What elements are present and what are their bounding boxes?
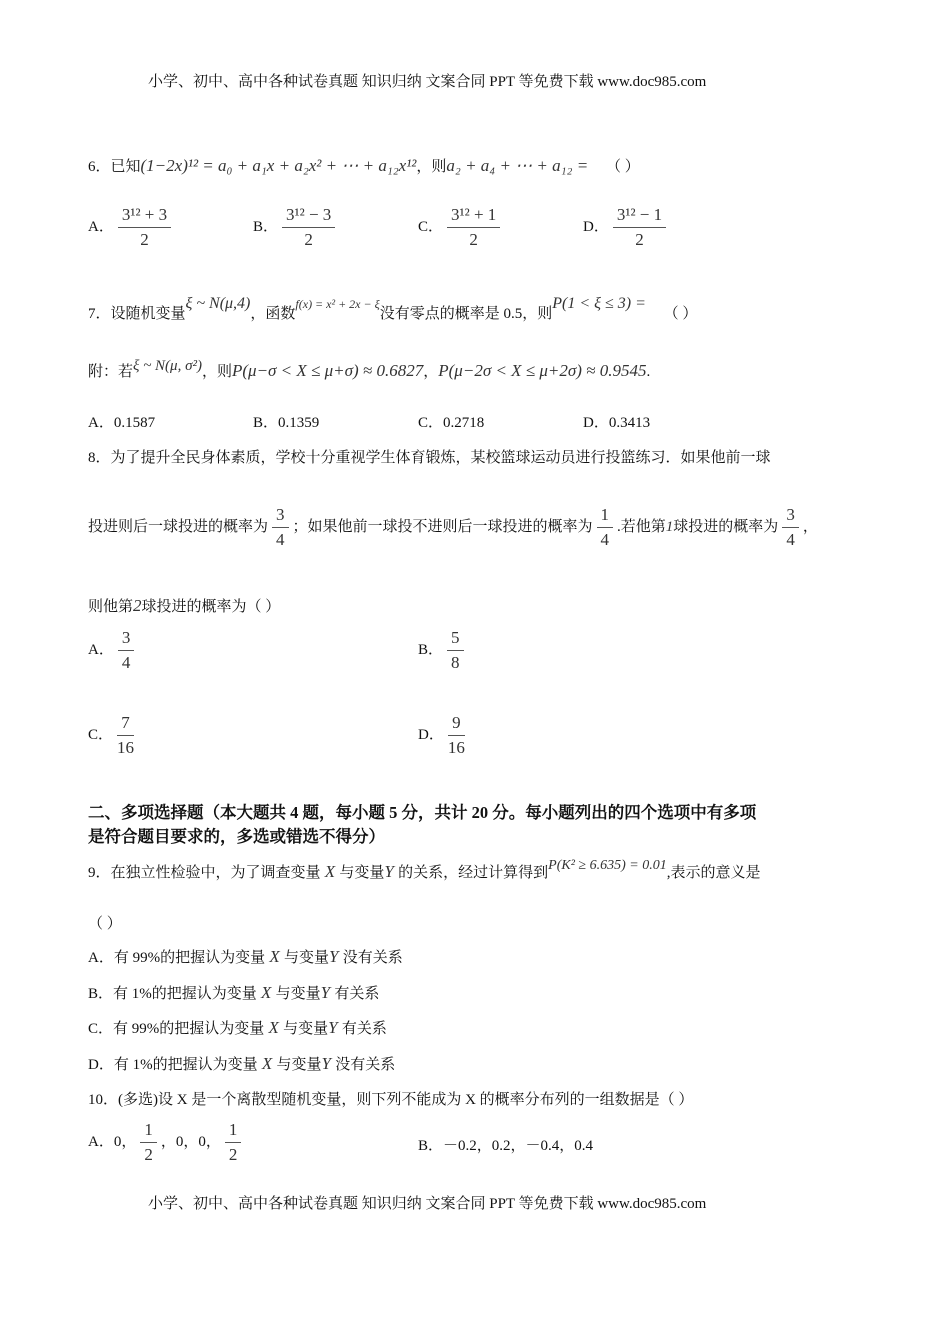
answer-blank: （ ）: [663, 306, 698, 322]
var-x: X: [269, 947, 280, 966]
var-y: Y: [329, 947, 339, 966]
page-header: 小学、初中、高中各种试卷真题 知识归纳 文案合同 PPT 等免费下载 www.doc985.com: [148, 74, 707, 90]
option-text: 与变量: [275, 986, 321, 1002]
q7-target: P(1 < ξ ≤ 3) =: [552, 295, 646, 312]
question-9: [88, 858, 761, 882]
note-formula: P(μ−2σ < X ≤ μ+2σ) ≈ 0.9545: [438, 361, 647, 380]
option-text: B．有 1%的把握认为变量: [88, 986, 257, 1002]
fraction: [118, 205, 171, 250]
q7-note: [88, 360, 650, 381]
section-heading: 二、多项选择题（本大题共 4 题，每小题 5 分，共计 20 分。每小题列出的四个选项中有多项: [88, 803, 757, 822]
denominator: 2: [228, 1145, 238, 1164]
answer-blank: （ ）: [605, 159, 640, 175]
var-y: Y: [321, 1054, 331, 1073]
q9-option-b[interactable]: [88, 982, 379, 1003]
question-10: 10．(多选)设 X 是一个离散型随机变量，则下列不能成为 X 的概率分布列的一组数据是（ ）: [88, 1092, 694, 1108]
question-7: [88, 295, 698, 323]
option-label: A．: [88, 641, 114, 658]
q8-text: 球投进的概率为（ ）: [141, 599, 281, 615]
note-label: 附：若: [88, 364, 134, 380]
answer-blank: （ ）: [88, 916, 122, 932]
q9-option-d[interactable]: [88, 1053, 395, 1074]
denominator: 4: [600, 530, 610, 549]
q8-text: .若他第: [617, 518, 666, 535]
q9-option-c[interactable]: [88, 1017, 387, 1038]
q10-option-b[interactable]: B．－0.2，0.2，－0.4，0.4: [418, 1138, 594, 1154]
option-text: A．有 99%的把握认为变量: [88, 950, 266, 966]
option-text: ，0，0，: [160, 1133, 221, 1150]
q7-option-d[interactable]: D．0.3413: [583, 415, 651, 431]
q8-text: 球投进的概率为: [673, 518, 779, 535]
denominator: 2: [635, 230, 644, 249]
denominator: 16: [447, 738, 465, 757]
q6-option-a[interactable]: [88, 205, 253, 250]
option-label: A．: [88, 218, 114, 235]
denominator: 4: [786, 530, 795, 549]
note-formula: ξ ~ N(μ, σ²): [133, 358, 202, 374]
denominator: 4: [121, 653, 131, 672]
q7-text: ，函数: [250, 306, 296, 322]
fraction: [282, 205, 335, 250]
note-text: ，则: [201, 364, 232, 380]
q8-line-2: [88, 505, 818, 550]
var-x: X: [261, 983, 272, 1002]
fraction: [225, 1120, 242, 1165]
q8-option-c[interactable]: [88, 713, 138, 758]
q6-stem: 6．已知: [88, 159, 141, 175]
numerator: 1: [225, 1120, 242, 1143]
question-6: [88, 155, 640, 176]
numerator: 3¹² − 1: [613, 205, 666, 228]
denominator: 8: [451, 653, 460, 672]
q7-option-b[interactable]: B．0.1359: [253, 415, 320, 431]
fraction: [140, 1120, 157, 1165]
var-y: Y: [320, 983, 331, 1002]
q9-text: 的关系，经过计算得到: [398, 865, 549, 881]
option-text: 有关系: [341, 1021, 387, 1037]
q7-option-a[interactable]: A．0.1587: [88, 415, 156, 431]
q6-option-d[interactable]: [583, 205, 748, 250]
fraction: [117, 713, 134, 758]
q8-text: ，: [802, 518, 818, 535]
numerator: 3: [118, 628, 135, 651]
fraction: [613, 205, 666, 250]
q8-option-a[interactable]: [88, 628, 138, 673]
q8-option-d[interactable]: [418, 713, 469, 758]
q6-target: a₂ + a₄ + ⋯ + a₁₂ =: [446, 156, 589, 175]
q7-text: 没有零点的概率是 0.5，则: [379, 306, 553, 322]
option-label: C．: [88, 726, 114, 743]
option-text: A．0，: [88, 1133, 137, 1150]
option-text: 与变量: [276, 1057, 322, 1073]
q6-option-c[interactable]: [418, 205, 583, 250]
numerator: 3¹² − 3: [282, 205, 335, 228]
denominator: 2: [304, 230, 313, 249]
option-text: 与变量: [283, 950, 329, 966]
option-label: C．: [418, 218, 444, 235]
denominator: 2: [144, 1145, 153, 1164]
option-label: B．: [253, 218, 279, 235]
q10-option-a[interactable]: [88, 1120, 245, 1165]
option-text: C．有 99%的把握认为变量: [88, 1021, 265, 1037]
var-x: X: [261, 1054, 273, 1073]
q7-option-c[interactable]: C．0.2718: [418, 415, 485, 431]
option-label: B．: [418, 641, 444, 658]
note-text: ，: [423, 364, 439, 380]
q8-text: 投进则后一球投进的概率为: [88, 518, 269, 535]
q6-equation: (1−2x)¹² = a₀ + a₁x + a₂x² + ⋯ + a₁₂x¹²: [140, 156, 417, 175]
option-label: D．: [583, 218, 609, 235]
option-text: 没有关系: [335, 1057, 396, 1073]
denominator: 2: [140, 230, 149, 249]
numerator: 1: [597, 505, 614, 528]
q8-option-b[interactable]: [418, 628, 468, 673]
page-footer: 小学、初中、高中各种试卷真题 知识归纳 文案合同 PPT 等免费下载 www.doc985.com: [148, 1196, 707, 1212]
numerator: 3¹² + 1: [447, 205, 500, 228]
q7-distribution: ξ ~ N(μ,4): [185, 295, 251, 312]
q8-line-3: [88, 595, 280, 616]
option-label: D．: [418, 726, 444, 743]
q8-text: 则他第: [88, 599, 134, 615]
option-text: 没有关系: [342, 950, 403, 966]
q7-stem: 7．设随机变量: [88, 306, 186, 322]
q9-text: 与变量: [339, 865, 385, 881]
denominator: 4: [276, 530, 285, 549]
var-y: Y: [384, 862, 394, 881]
fraction: [447, 205, 500, 250]
var-x: X: [268, 1018, 279, 1037]
q9-formula: P(K² ≥ 6.635) = 0.01: [548, 858, 667, 873]
q6-option-b[interactable]: [253, 205, 418, 250]
option-text: 与变量: [283, 1021, 329, 1037]
fraction: [272, 505, 289, 550]
var-x: X: [324, 862, 336, 881]
note-text: .: [646, 364, 651, 380]
q6-options: [88, 205, 788, 250]
denominator: 16: [117, 738, 135, 757]
q7-function: f(x) = x² + 2x − ξ: [295, 297, 380, 311]
q9-option-a[interactable]: [88, 946, 403, 967]
numerator: 1: [140, 1120, 157, 1143]
option-text: 有关系: [334, 986, 380, 1002]
section-heading-cont: 是符合题目要求的，多选或错选不得分）: [88, 827, 385, 846]
fraction: [118, 628, 135, 673]
numerator: 3: [272, 505, 289, 528]
numerator: 9: [448, 713, 465, 736]
q6-text: ，则: [416, 159, 447, 175]
q9-text: ,表示的意义是: [666, 865, 761, 881]
q9-text: 9．在独立性检验中，为了调查变量: [88, 865, 321, 881]
fraction: [447, 628, 464, 673]
note-formula: P(μ−σ < X ≤ μ+σ) ≈ 0.6827: [232, 361, 424, 380]
q8-number: 1: [665, 518, 674, 535]
numerator: 7: [117, 713, 134, 736]
numerator: 3¹² + 3: [118, 205, 171, 228]
q8-text: ；如果他前一球投不进则后一球投进的概率为: [292, 518, 593, 535]
numerator: 5: [447, 628, 464, 651]
var-y: Y: [328, 1018, 338, 1037]
fraction: [597, 505, 614, 550]
numerator: 3: [782, 505, 799, 528]
q8-number: 2: [133, 596, 142, 615]
fraction: [448, 713, 465, 758]
q7-options: [88, 411, 748, 432]
option-text: D．有 1%的把握认为变量: [88, 1057, 258, 1073]
fraction: [782, 505, 799, 550]
q8-line-1: 8．为了提升全民身体素质，学校十分重视学生体育锻炼，某校篮球运动员进行投篮练习．如果他前一球: [88, 450, 771, 466]
denominator: 2: [469, 230, 478, 249]
